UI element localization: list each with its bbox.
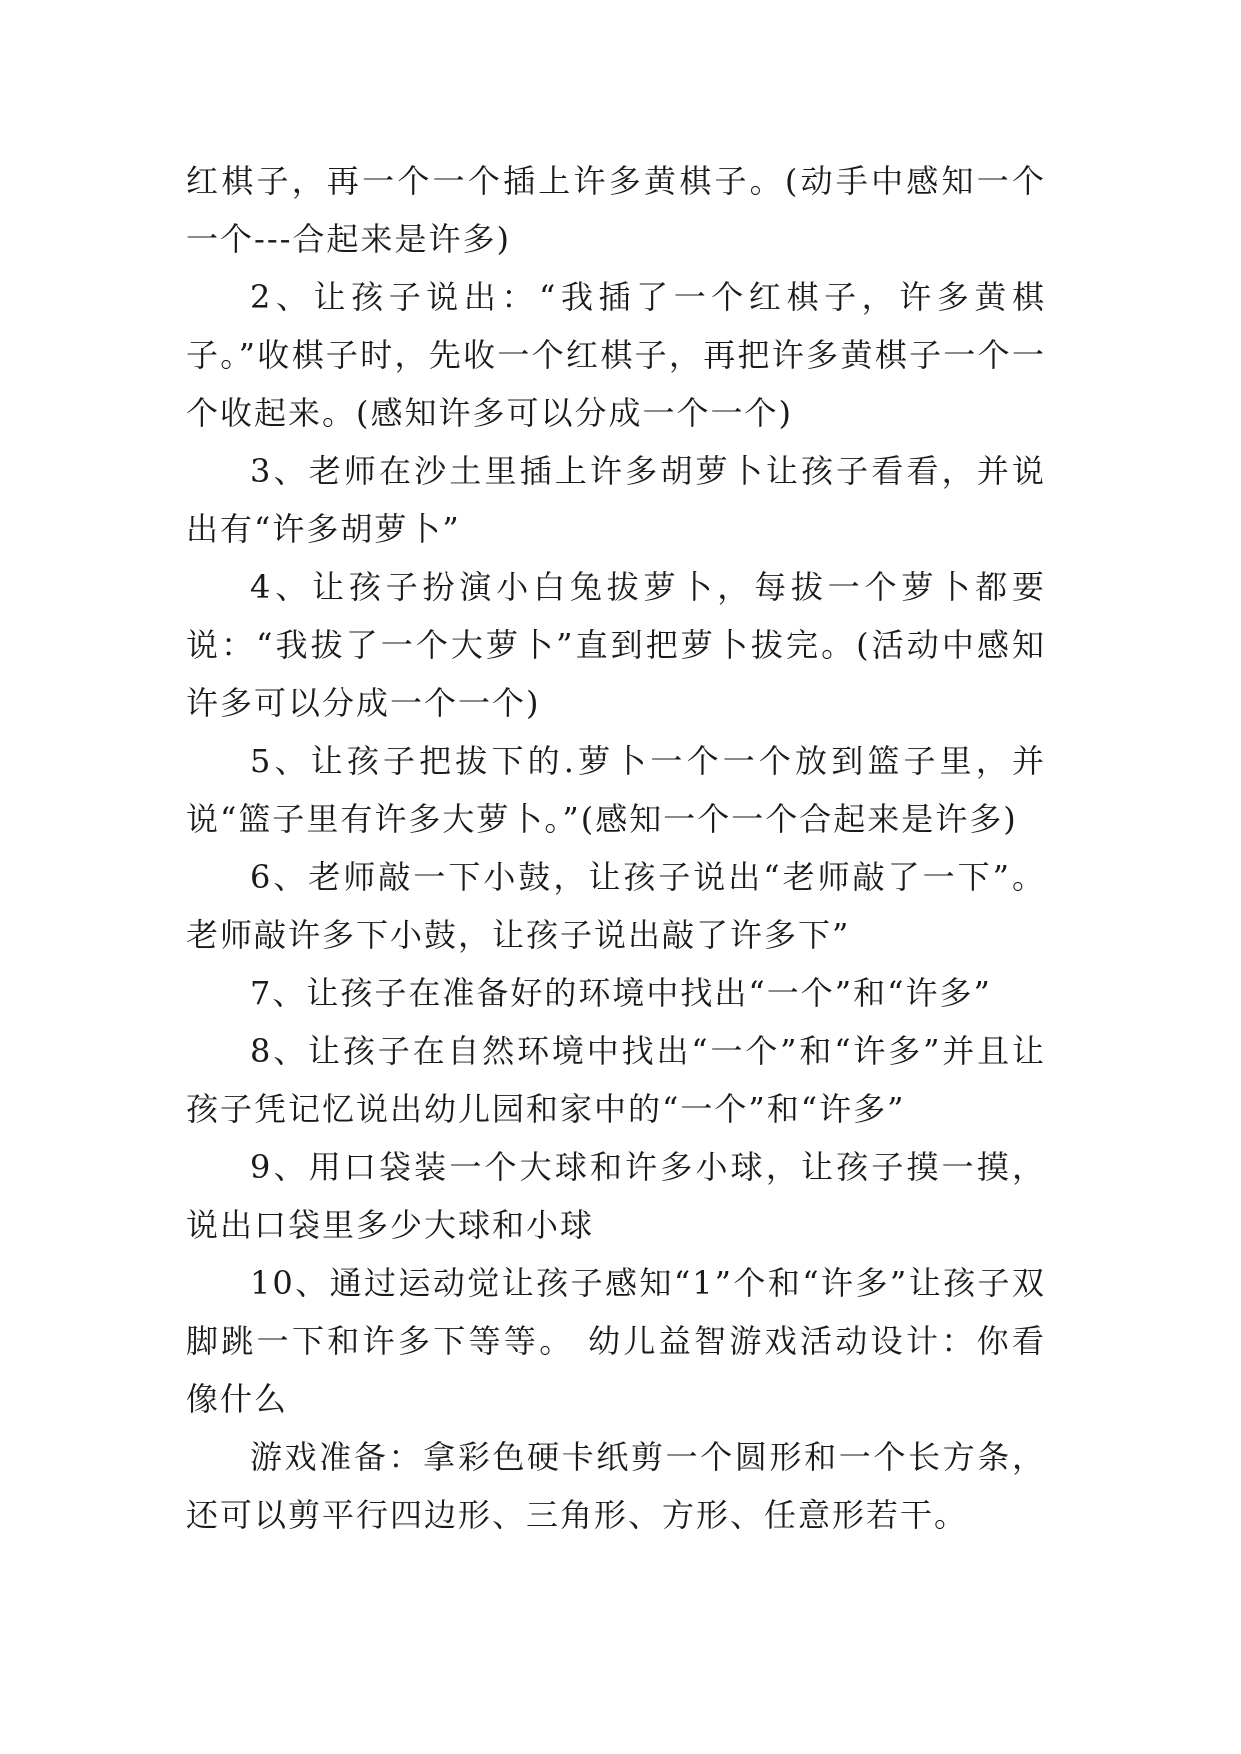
paragraph-6: 6、老师敲一下小鼓，让孩子说出“老师敲了一下”。老师敲许多下小鼓，让孩子说出敲了许多下” [186,858,1046,954]
paragraph-8: 8、让孩子在自然环境中找出“一个”和“许多”并且让孩子凭记忆说出幼儿园和家中的“一个”和“许多” [186,1032,1046,1128]
paragraph-11: 游戏准备：拿彩色硬卡纸剪一个圆形和一个长方条，还可以剪平行四边形、三角形、方形、任意形若干。 [186,1438,1046,1534]
document-body [186,152,1046,1544]
paragraph-3: 3、老师在沙土里插上许多胡萝卜让孩子看看，并说出有“许多胡萝卜” [186,452,1046,548]
paragraph-10: 10、通过运动觉让孩子感知“1”个和“许多”让孩子双脚跳一下和许多下等等。 幼儿益智游戏活动设计：你看像什么 [186,1264,1046,1418]
paragraph-2: 2、让孩子说出：“我插了一个红棋子，许多黄棋子。”收棋子时，先收一个红棋子，再把许多黄棋子一个一个收起来。(感知许多可以分成一个一个) [186,278,1046,432]
paragraph-9: 9、用口袋装一个大球和许多小球，让孩子摸一摸，说出口袋里多少大球和小球 [186,1148,1046,1244]
paragraph-7: 7、让孩子在准备好的环境中找出“一个”和“许多” [250,974,992,1012]
paragraph-1: 红棋子，再一个一个插上许多黄棋子。(动手中感知一个一个---合起来是许多) [186,162,1046,258]
paragraph-4: 4、让孩子扮演小白兔拔萝卜，每拔一个萝卜都要说：“我拔了一个大萝卜”直到把萝卜拔完。(活动中感知许多可以分成一个一个) [186,568,1046,722]
paragraph-5: 5、让孩子把拔下的.萝卜一个一个放到篮子里，并说“篮子里有许多大萝卜。”(感知一个一个合起来是许多) [186,742,1046,838]
